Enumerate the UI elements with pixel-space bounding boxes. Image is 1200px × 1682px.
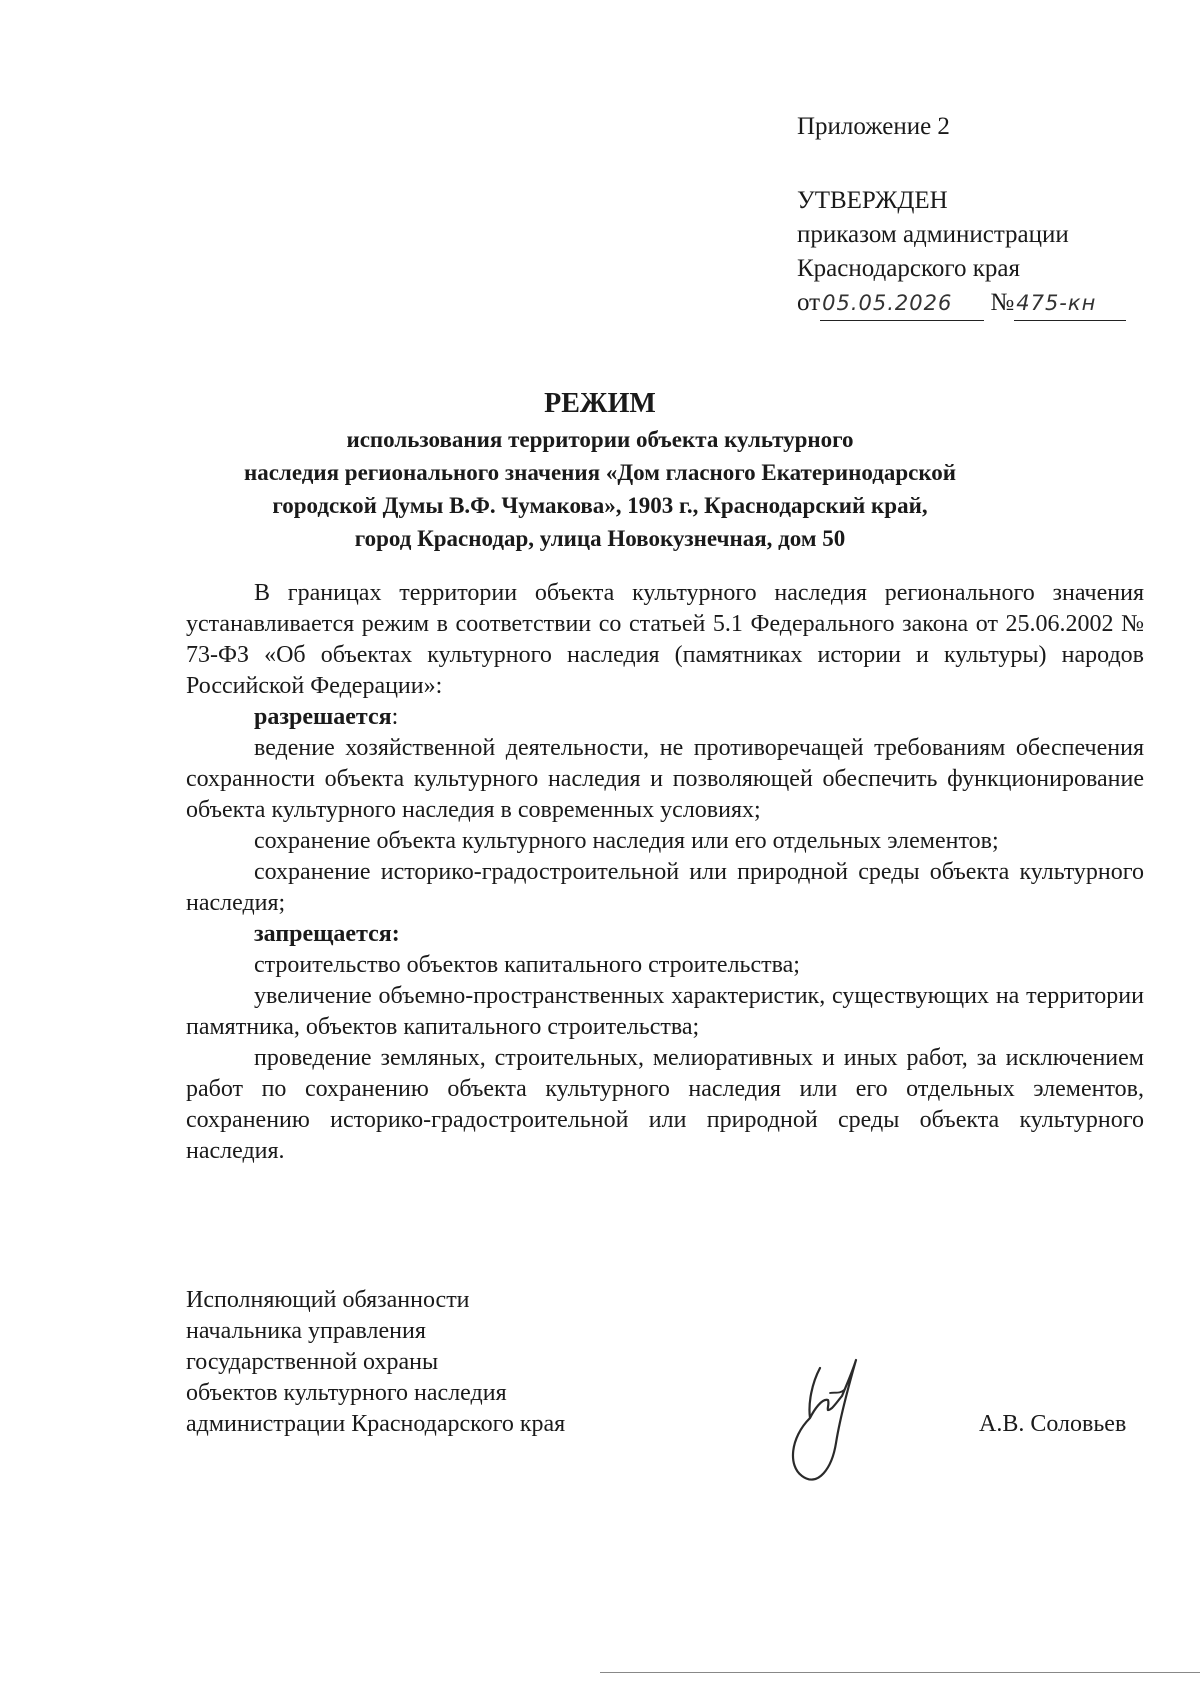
allowed-heading	[186, 702, 1144, 733]
position-line: объектов культурного наследия	[186, 1380, 507, 1406]
document-heading: РЕЖИМ	[544, 388, 656, 419]
title-line-4: город Краснодар, улица Новокузнечная, дом 50	[354, 526, 846, 551]
footer-divider	[600, 1672, 1200, 1673]
allowed-item: сохранение объекта культурного наследия или его отдельных элементов;	[254, 828, 999, 854]
order-date-line	[797, 286, 1177, 321]
allowed-item: ведение хозяйственной деятельности, не противоречащей требованиям обеспечения сохранности объекта культурного наследия и позволяющей обеспечить функционирование объекта культурного наследия в современных условиях;	[186, 735, 1144, 823]
annex-label: Приложение 2	[797, 113, 950, 140]
allowed-item: сохранение историко-градостроительной или природной среды объекта культурного наследия;	[186, 859, 1144, 916]
forbidden-item: строительство объектов капитального строительства;	[254, 952, 800, 978]
position-line: государственной охраны	[186, 1349, 439, 1375]
title-line-1: использования территории объекта культурного	[346, 427, 854, 452]
signer-name: А.В. Соловьев	[979, 1411, 1127, 1437]
document-body	[186, 578, 1144, 1167]
date-prefix: от	[797, 289, 821, 316]
handwritten-signature	[770, 1348, 890, 1498]
signatory-position	[186, 1285, 565, 1440]
approval-stamp-block	[797, 110, 1177, 321]
order-number: 475-кн	[1014, 286, 1126, 321]
position-line: Исполняющий обязанности	[186, 1287, 470, 1313]
document-title-block	[150, 385, 1050, 555]
approved-label: УТВЕРЖДЕН	[797, 187, 948, 214]
position-line: начальника управления	[186, 1318, 426, 1344]
allowed-label: разрешается	[254, 704, 392, 730]
allowed-colon: :	[391, 704, 399, 730]
region-label: Краснодарского края	[797, 255, 1020, 282]
forbidden-heading: запрещается:	[254, 921, 400, 947]
position-line: администрации Краснодарского края	[186, 1411, 566, 1437]
intro-paragraph: В границах территории объекта культурного наследия регионального значения устанавливается режим в соответствии со статьей 5.1 Федерального закона от 25.06.2002 № 73-ФЗ «Об объектах культурного наследия (памятниках истории и культуры) народов Российской Федерации»:	[186, 580, 1144, 699]
order-date: 05.05.2026	[820, 286, 984, 321]
number-prefix: №	[990, 289, 1015, 316]
forbidden-item: проведение земляных, строительных, мелиоративных и иных работ, за исключением работ по сохранению объекта культурного наследия или его отдельных элементов, сохранению историко-градостроительной или природной среды объекта культурного наследия.	[186, 1045, 1144, 1164]
title-line-3: городской Думы В.Ф. Чумакова», 1903 г., Краснодарский край,	[272, 493, 928, 518]
title-line-2: наследия регионального значения «Дом гласного Екатеринодарской	[243, 460, 957, 485]
order-label: приказом администрации	[797, 221, 1069, 248]
forbidden-item: увеличение объемно-пространственных характеристик, существующих на территории памятника, объектов капитального строительства;	[186, 983, 1144, 1040]
